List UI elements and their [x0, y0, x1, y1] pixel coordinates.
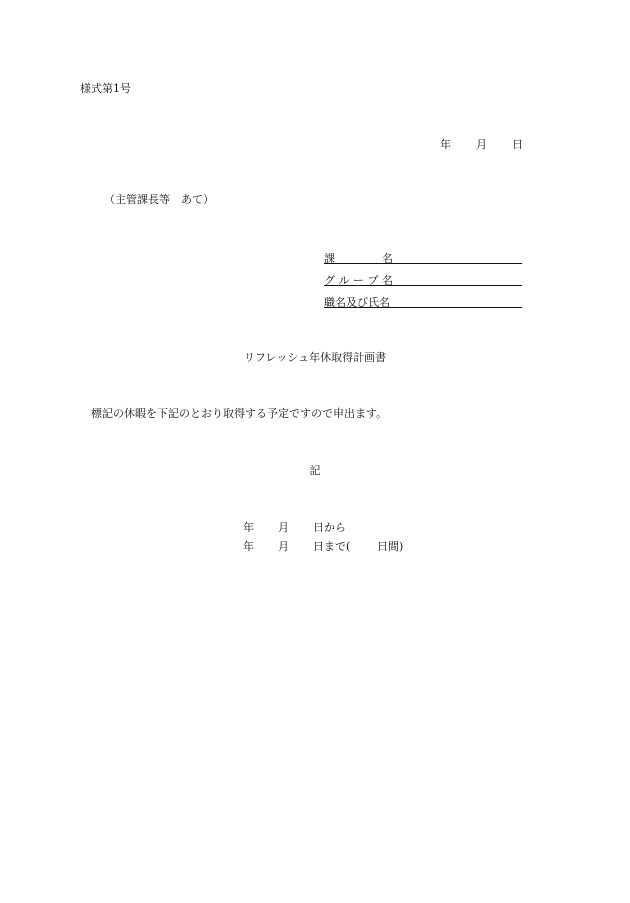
division-label-part1: 課	[324, 252, 335, 265]
end-year-label: 年	[243, 540, 254, 553]
name-label: 職名及び氏名	[324, 296, 390, 309]
addressee: （主管課長等 あて）	[104, 193, 214, 206]
date-month-label: 月	[476, 138, 487, 151]
date-year-label: 年	[440, 138, 451, 151]
document-title: リフレッシュ年休取得計画書	[243, 351, 387, 364]
ki-heading: 記	[309, 464, 321, 477]
period-start-row	[240, 519, 440, 534]
start-month-label: 月	[278, 521, 289, 534]
period-end-row	[240, 538, 440, 553]
name-field	[324, 293, 522, 308]
division-label-part2: 名	[382, 252, 393, 265]
end-month-label: 月	[278, 540, 289, 553]
division-field	[324, 249, 522, 264]
statement: 標記の休暇を下記のとおり取得する予定ですので申出ます。	[91, 407, 388, 420]
form-number: 様式第1号	[80, 82, 131, 95]
days-count-label: 日間)	[377, 540, 404, 553]
start-day-label: 日から	[313, 521, 346, 534]
group-field	[324, 271, 522, 286]
end-day-label: 日まで(	[313, 540, 351, 553]
date-day-label: 日	[512, 138, 523, 151]
group-label: グ ル ー プ 名	[324, 274, 393, 287]
start-year-label: 年	[243, 521, 254, 534]
